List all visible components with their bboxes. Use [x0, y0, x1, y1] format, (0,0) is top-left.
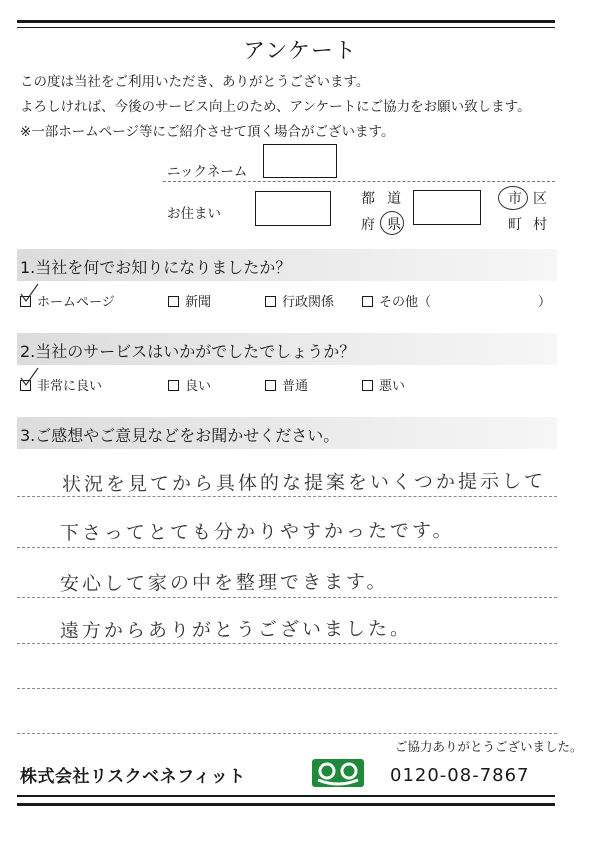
nickname-label: ニックネーム	[167, 164, 248, 180]
option-label: 普通	[282, 379, 309, 394]
option-label: その他（	[379, 295, 432, 310]
comment-line-3: 安心して家の中を整理できます。	[59, 570, 389, 596]
checkbox[interactable]	[362, 380, 373, 391]
ken-circle-mark	[380, 211, 404, 235]
option-label: 新聞	[185, 295, 212, 310]
comment-line-4: 遠方からありがとうございました。	[59, 617, 413, 643]
checkbox[interactable]	[168, 296, 179, 307]
city-char-shi: 市	[508, 191, 522, 207]
address-field-pref[interactable]	[255, 191, 331, 226]
name-address-block	[163, 148, 555, 238]
pref-char-to: 都	[361, 191, 375, 207]
writing-line	[17, 688, 557, 689]
comment-line-1: 状況を見てから具体的な提案をいくつか提示して	[61, 470, 547, 496]
pref-char-ken: 県	[387, 217, 401, 233]
option-label: 非常に良い	[37, 379, 103, 394]
bottom-rule	[17, 795, 555, 797]
writing-line	[17, 547, 557, 548]
checkbox[interactable]	[265, 296, 276, 307]
address-field-city[interactable]	[413, 190, 481, 225]
q1-other-close-paren: ）	[538, 295, 552, 310]
option-label: 良い	[185, 379, 212, 394]
intro-line-1: この度は当社をご利用いただき、ありがとうございます。	[20, 74, 370, 90]
bottom-rule-thick	[17, 803, 555, 806]
q1-option-other[interactable]	[362, 291, 431, 310]
pref-char-do: 道	[387, 191, 401, 207]
q1-option-government[interactable]	[265, 291, 334, 310]
city-char-mura: 村	[533, 217, 547, 233]
shi-circle-mark	[498, 186, 528, 210]
checkbox[interactable]	[362, 296, 373, 307]
city-char-ku: 区	[533, 191, 547, 207]
check-mark-icon	[18, 366, 42, 388]
check-mark-icon	[18, 282, 42, 304]
writing-line	[17, 597, 557, 598]
q1-title: 1.当社を何でお知りになりましたか？	[20, 258, 292, 277]
intro-line-2: よろしければ、今後のサービス向上のため、アンケートにご協力をお願い致します。	[20, 99, 531, 115]
intro-line-3: ※一部ホームページ等にご紹介させて頂く場合がございます。	[20, 124, 395, 140]
q2-option-good[interactable]	[168, 375, 211, 394]
option-label: 行政関係	[282, 295, 335, 310]
option-label: ホームページ	[37, 295, 115, 310]
nickname-field[interactable]	[263, 144, 337, 178]
divider	[163, 181, 555, 182]
address-label: お住まい	[167, 206, 221, 222]
pref-char-fu: 府	[361, 217, 375, 233]
option-label: 悪い	[379, 379, 406, 394]
comment-line-2: 下さってとても分かりやすかったです。	[59, 519, 455, 545]
q1-option-newspaper[interactable]	[168, 291, 211, 310]
q2-title: 2.当社のサービスはいかがでしたでしょうか？	[20, 342, 356, 361]
checkbox[interactable]	[265, 380, 276, 391]
writing-line	[17, 643, 557, 644]
freedial-logo-icon	[312, 759, 364, 787]
top-rule-thin	[17, 27, 555, 28]
writing-line	[17, 733, 557, 734]
top-rule	[17, 20, 555, 23]
city-char-machi: 町	[508, 217, 522, 233]
phone-number: 0120-08-7867	[390, 765, 530, 786]
page-title: アンケート	[243, 39, 357, 64]
checkbox[interactable]	[168, 380, 179, 391]
company-name: 株式会社リスクベネフィット	[20, 767, 246, 787]
q2-option-average[interactable]	[265, 375, 308, 394]
q3-title: 3.ご感想やご意見などをお聞かせください。	[20, 426, 340, 445]
q2-option-bad[interactable]	[362, 375, 405, 394]
thanks-note: ご協力ありがとうございました。	[395, 739, 583, 754]
